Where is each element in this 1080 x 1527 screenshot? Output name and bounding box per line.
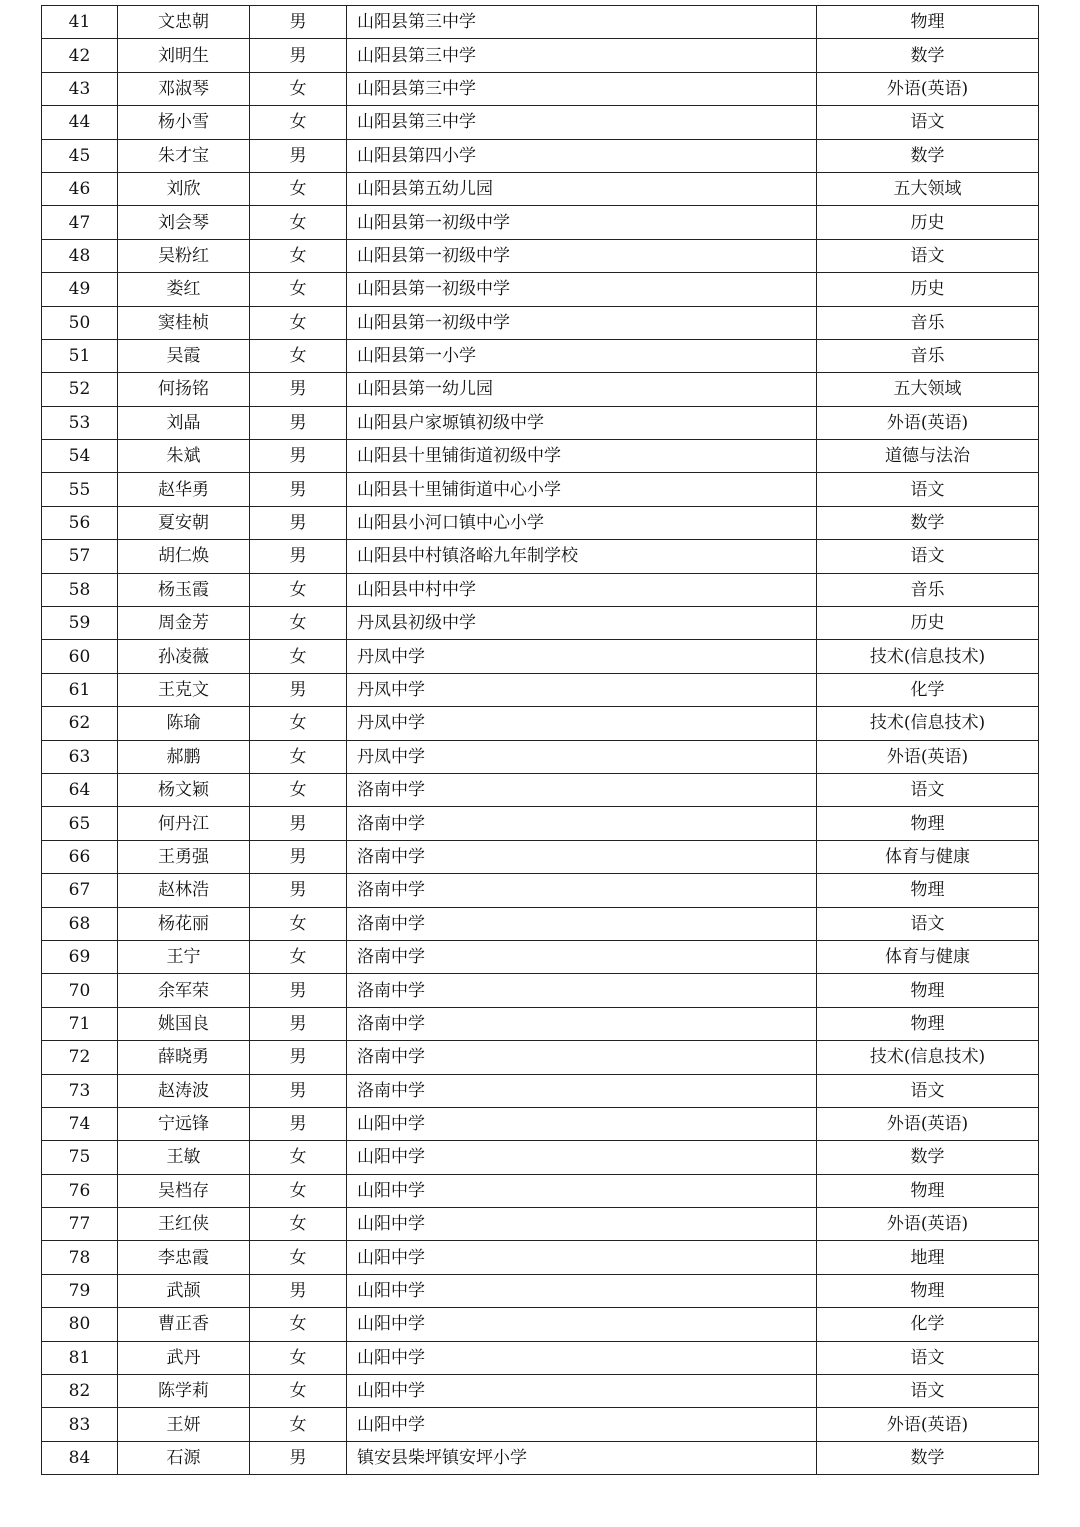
row-number-cell: 84: [42, 1441, 118, 1474]
table-row: [42, 940, 1039, 973]
teacher-name-cell: 曹正香: [118, 1308, 250, 1341]
gender-cell: 女: [250, 1241, 347, 1274]
subject-cell: 外语(英语): [817, 406, 1039, 439]
gender-cell: 女: [250, 172, 347, 205]
gender-cell: 男: [250, 406, 347, 439]
row-number-cell: 73: [42, 1074, 118, 1107]
school-cell: 镇安县柴坪镇安坪小学: [347, 1441, 817, 1474]
subject-cell: 外语(英语): [817, 1107, 1039, 1140]
table-row: [42, 506, 1039, 539]
gender-cell: 女: [250, 1375, 347, 1408]
teacher-name-cell: 武颉: [118, 1274, 250, 1307]
gender-cell: 女: [250, 707, 347, 740]
teacher-name-cell: 王宁: [118, 940, 250, 973]
subject-cell: 语文: [817, 239, 1039, 272]
row-number-cell: 44: [42, 106, 118, 139]
school-cell: 山阳县第三中学: [347, 72, 817, 105]
row-number-cell: 46: [42, 172, 118, 205]
table-row: [42, 172, 1039, 205]
teacher-name-cell: 杨小雪: [118, 106, 250, 139]
teacher-name-cell: 刘会琴: [118, 206, 250, 239]
school-cell: 山阳县第三中学: [347, 39, 817, 72]
school-cell: 山阳县小河口镇中心小学: [347, 506, 817, 539]
row-number-cell: 79: [42, 1274, 118, 1307]
school-cell: 山阳县十里铺街道中心小学: [347, 473, 817, 506]
table-row: [42, 1074, 1039, 1107]
row-number-cell: 43: [42, 72, 118, 105]
school-cell: 山阳中学: [347, 1174, 817, 1207]
subject-cell: 物理: [817, 807, 1039, 840]
teacher-name-cell: 胡仁焕: [118, 540, 250, 573]
table-row: [42, 373, 1039, 406]
gender-cell: 女: [250, 640, 347, 673]
table-row: [42, 974, 1039, 1007]
table-row: [42, 640, 1039, 673]
table-row: [42, 1308, 1039, 1341]
subject-cell: 语文: [817, 1341, 1039, 1374]
row-number-cell: 69: [42, 940, 118, 973]
teacher-name-cell: 赵华勇: [118, 473, 250, 506]
teacher-name-cell: 夏安朝: [118, 506, 250, 539]
table-row: [42, 707, 1039, 740]
table-row: [42, 607, 1039, 640]
gender-cell: 女: [250, 907, 347, 940]
school-cell: 山阳县第三中学: [347, 106, 817, 139]
subject-cell: 体育与健康: [817, 840, 1039, 873]
school-cell: 山阳县第一幼儿园: [347, 373, 817, 406]
row-number-cell: 42: [42, 39, 118, 72]
school-cell: 丹凤中学: [347, 707, 817, 740]
gender-cell: 男: [250, 1074, 347, 1107]
subject-cell: 五大领域: [817, 172, 1039, 205]
school-cell: 洛南中学: [347, 807, 817, 840]
row-number-cell: 75: [42, 1141, 118, 1174]
school-cell: 山阳县中村中学: [347, 573, 817, 606]
teacher-name-cell: 杨文颖: [118, 773, 250, 806]
school-cell: 洛南中学: [347, 974, 817, 1007]
gender-cell: 女: [250, 339, 347, 372]
gender-cell: 女: [250, 1341, 347, 1374]
teacher-name-cell: 孙凌薇: [118, 640, 250, 673]
teacher-name-cell: 武丹: [118, 1341, 250, 1374]
subject-cell: 物理: [817, 6, 1039, 39]
teacher-name-cell: 刘欣: [118, 172, 250, 205]
subject-cell: 音乐: [817, 573, 1039, 606]
school-cell: 山阳县十里铺街道初级中学: [347, 440, 817, 473]
table-row: [42, 1274, 1039, 1307]
row-number-cell: 55: [42, 473, 118, 506]
subject-cell: 语文: [817, 1074, 1039, 1107]
teacher-name-cell: 窦桂桢: [118, 306, 250, 339]
subject-cell: 语文: [817, 106, 1039, 139]
subject-cell: 外语(英语): [817, 1208, 1039, 1241]
table-row: [42, 206, 1039, 239]
school-cell: 洛南中学: [347, 1007, 817, 1040]
subject-cell: 音乐: [817, 306, 1039, 339]
teacher-name-cell: 刘晶: [118, 406, 250, 439]
gender-cell: 男: [250, 139, 347, 172]
subject-cell: 物理: [817, 1174, 1039, 1207]
teacher-name-cell: 陈学莉: [118, 1375, 250, 1408]
gender-cell: 女: [250, 273, 347, 306]
table-row: [42, 807, 1039, 840]
subject-cell: 外语(英语): [817, 72, 1039, 105]
gender-cell: 男: [250, 6, 347, 39]
teacher-name-cell: 朱斌: [118, 440, 250, 473]
row-number-cell: 76: [42, 1174, 118, 1207]
table-row: [42, 139, 1039, 172]
teacher-name-cell: 郝鹏: [118, 740, 250, 773]
gender-cell: 女: [250, 1174, 347, 1207]
school-cell: 山阳县第一初级中学: [347, 306, 817, 339]
row-number-cell: 72: [42, 1041, 118, 1074]
gender-cell: 男: [250, 540, 347, 573]
subject-cell: 物理: [817, 974, 1039, 1007]
gender-cell: 女: [250, 573, 347, 606]
subject-cell: 物理: [817, 1274, 1039, 1307]
subject-cell: 物理: [817, 874, 1039, 907]
subject-cell: 技术(信息技术): [817, 707, 1039, 740]
school-cell: 山阳县第三中学: [347, 6, 817, 39]
teacher-name-cell: 邓淑琴: [118, 72, 250, 105]
school-cell: 洛南中学: [347, 840, 817, 873]
table-row: [42, 339, 1039, 372]
row-number-cell: 82: [42, 1375, 118, 1408]
subject-cell: 语文: [817, 907, 1039, 940]
subject-cell: 技术(信息技术): [817, 1041, 1039, 1074]
row-number-cell: 52: [42, 373, 118, 406]
teacher-name-cell: 吴粉红: [118, 239, 250, 272]
gender-cell: 男: [250, 1041, 347, 1074]
table-row: [42, 673, 1039, 706]
teacher-name-cell: 李忠霞: [118, 1241, 250, 1274]
school-cell: 山阳中学: [347, 1308, 817, 1341]
teacher-name-cell: 杨玉霞: [118, 573, 250, 606]
table-row: [42, 1408, 1039, 1441]
subject-cell: 历史: [817, 206, 1039, 239]
table-row: [42, 1241, 1039, 1274]
table-row: [42, 840, 1039, 873]
teacher-name-cell: 吴霞: [118, 339, 250, 372]
gender-cell: 女: [250, 72, 347, 105]
table-row: [42, 1174, 1039, 1207]
row-number-cell: 60: [42, 640, 118, 673]
teacher-name-cell: 杨花丽: [118, 907, 250, 940]
teacher-name-cell: 石源: [118, 1441, 250, 1474]
school-cell: 丹凤县初级中学: [347, 607, 817, 640]
teacher-name-cell: 王勇强: [118, 840, 250, 873]
school-cell: 洛南中学: [347, 1074, 817, 1107]
gender-cell: 女: [250, 1408, 347, 1441]
row-number-cell: 67: [42, 874, 118, 907]
school-cell: 洛南中学: [347, 940, 817, 973]
teacher-name-cell: 朱才宝: [118, 139, 250, 172]
school-cell: 山阳中学: [347, 1375, 817, 1408]
table-row: [42, 1141, 1039, 1174]
school-cell: 山阳中学: [347, 1408, 817, 1441]
table-row: [42, 106, 1039, 139]
table-row: [42, 1441, 1039, 1474]
table-row: [42, 406, 1039, 439]
gender-cell: 女: [250, 940, 347, 973]
subject-cell: 外语(英语): [817, 740, 1039, 773]
subject-cell: 历史: [817, 273, 1039, 306]
subject-cell: 数学: [817, 1441, 1039, 1474]
gender-cell: 男: [250, 373, 347, 406]
teacher-name-cell: 何扬铭: [118, 373, 250, 406]
table-row: [42, 473, 1039, 506]
subject-cell: 技术(信息技术): [817, 640, 1039, 673]
subject-cell: 数学: [817, 39, 1039, 72]
table-row: [42, 39, 1039, 72]
row-number-cell: 70: [42, 974, 118, 1007]
subject-cell: 语文: [817, 540, 1039, 573]
teacher-name-cell: 文忠朝: [118, 6, 250, 39]
gender-cell: 女: [250, 740, 347, 773]
subject-cell: 道德与法治: [817, 440, 1039, 473]
table-row: [42, 239, 1039, 272]
row-number-cell: 80: [42, 1308, 118, 1341]
table-row: [42, 6, 1039, 39]
gender-cell: 女: [250, 306, 347, 339]
table-row: [42, 573, 1039, 606]
gender-cell: 男: [250, 473, 347, 506]
gender-cell: 男: [250, 1441, 347, 1474]
table-row: [42, 1375, 1039, 1408]
subject-cell: 历史: [817, 607, 1039, 640]
gender-cell: 男: [250, 39, 347, 72]
teacher-roster-table: [41, 5, 1039, 1475]
teacher-name-cell: 周金芳: [118, 607, 250, 640]
teacher-name-cell: 余军荣: [118, 974, 250, 1007]
gender-cell: 女: [250, 1141, 347, 1174]
row-number-cell: 62: [42, 707, 118, 740]
school-cell: 山阳中学: [347, 1341, 817, 1374]
school-cell: 洛南中学: [347, 874, 817, 907]
row-number-cell: 65: [42, 807, 118, 840]
school-cell: 山阳中学: [347, 1107, 817, 1140]
teacher-name-cell: 薛晓勇: [118, 1041, 250, 1074]
gender-cell: 女: [250, 607, 347, 640]
gender-cell: 男: [250, 807, 347, 840]
teacher-name-cell: 吴档存: [118, 1174, 250, 1207]
row-number-cell: 74: [42, 1107, 118, 1140]
teacher-name-cell: 王克文: [118, 673, 250, 706]
gender-cell: 男: [250, 840, 347, 873]
gender-cell: 男: [250, 874, 347, 907]
row-number-cell: 63: [42, 740, 118, 773]
gender-cell: 男: [250, 506, 347, 539]
school-cell: 丹凤中学: [347, 673, 817, 706]
gender-cell: 男: [250, 440, 347, 473]
row-number-cell: 68: [42, 907, 118, 940]
teacher-name-cell: 何丹江: [118, 807, 250, 840]
table-row: [42, 874, 1039, 907]
gender-cell: 女: [250, 206, 347, 239]
table-row: [42, 907, 1039, 940]
school-cell: 山阳县中村镇洛峪九年制学校: [347, 540, 817, 573]
teacher-name-cell: 姚国良: [118, 1007, 250, 1040]
school-cell: 洛南中学: [347, 907, 817, 940]
school-cell: 山阳县第一初级中学: [347, 206, 817, 239]
subject-cell: 化学: [817, 1308, 1039, 1341]
teacher-name-cell: 赵林浩: [118, 874, 250, 907]
gender-cell: 男: [250, 673, 347, 706]
school-cell: 洛南中学: [347, 1041, 817, 1074]
row-number-cell: 77: [42, 1208, 118, 1241]
row-number-cell: 78: [42, 1241, 118, 1274]
row-number-cell: 71: [42, 1007, 118, 1040]
school-cell: 丹凤中学: [347, 740, 817, 773]
teacher-name-cell: 娄红: [118, 273, 250, 306]
teacher-name-cell: 赵涛波: [118, 1074, 250, 1107]
row-number-cell: 64: [42, 773, 118, 806]
row-number-cell: 41: [42, 6, 118, 39]
subject-cell: 五大领域: [817, 373, 1039, 406]
school-cell: 山阳县第五幼儿园: [347, 172, 817, 205]
gender-cell: 男: [250, 1274, 347, 1307]
gender-cell: 女: [250, 239, 347, 272]
gender-cell: 男: [250, 1107, 347, 1140]
subject-cell: 物理: [817, 1007, 1039, 1040]
school-cell: 山阳中学: [347, 1241, 817, 1274]
row-number-cell: 50: [42, 306, 118, 339]
teacher-name-cell: 王敏: [118, 1141, 250, 1174]
table-row: [42, 1341, 1039, 1374]
school-cell: 山阳县第一小学: [347, 339, 817, 372]
table-row: [42, 540, 1039, 573]
row-number-cell: 58: [42, 573, 118, 606]
school-cell: 山阳县第一初级中学: [347, 239, 817, 272]
subject-cell: 语文: [817, 1375, 1039, 1408]
row-number-cell: 57: [42, 540, 118, 573]
row-number-cell: 48: [42, 239, 118, 272]
subject-cell: 体育与健康: [817, 940, 1039, 973]
gender-cell: 女: [250, 1208, 347, 1241]
subject-cell: 地理: [817, 1241, 1039, 1274]
gender-cell: 男: [250, 1007, 347, 1040]
teacher-name-cell: 王红侠: [118, 1208, 250, 1241]
school-cell: 山阳中学: [347, 1274, 817, 1307]
row-number-cell: 47: [42, 206, 118, 239]
teacher-name-cell: 刘明生: [118, 39, 250, 72]
school-cell: 山阳县第四小学: [347, 139, 817, 172]
roster-body: [42, 6, 1039, 1475]
row-number-cell: 81: [42, 1341, 118, 1374]
school-cell: 山阳中学: [347, 1208, 817, 1241]
table-row: [42, 273, 1039, 306]
subject-cell: 数学: [817, 1141, 1039, 1174]
school-cell: 丹凤中学: [347, 640, 817, 673]
row-number-cell: 59: [42, 607, 118, 640]
gender-cell: 男: [250, 974, 347, 1007]
subject-cell: 语文: [817, 773, 1039, 806]
row-number-cell: 45: [42, 139, 118, 172]
gender-cell: 女: [250, 1308, 347, 1341]
table-row: [42, 1007, 1039, 1040]
table-row: [42, 1107, 1039, 1140]
teacher-name-cell: 宁远锋: [118, 1107, 250, 1140]
subject-cell: 化学: [817, 673, 1039, 706]
table-row: [42, 440, 1039, 473]
row-number-cell: 54: [42, 440, 118, 473]
subject-cell: 数学: [817, 139, 1039, 172]
row-number-cell: 49: [42, 273, 118, 306]
table-row: [42, 1208, 1039, 1241]
teacher-name-cell: 陈瑜: [118, 707, 250, 740]
subject-cell: 数学: [817, 506, 1039, 539]
table-row: [42, 72, 1039, 105]
school-cell: 山阳县第一初级中学: [347, 273, 817, 306]
row-number-cell: 53: [42, 406, 118, 439]
subject-cell: 音乐: [817, 339, 1039, 372]
row-number-cell: 61: [42, 673, 118, 706]
gender-cell: 女: [250, 106, 347, 139]
row-number-cell: 56: [42, 506, 118, 539]
table-row: [42, 773, 1039, 806]
teacher-name-cell: 王妍: [118, 1408, 250, 1441]
school-cell: 洛南中学: [347, 773, 817, 806]
row-number-cell: 83: [42, 1408, 118, 1441]
table-row: [42, 1041, 1039, 1074]
table-row: [42, 306, 1039, 339]
table-row: [42, 740, 1039, 773]
row-number-cell: 51: [42, 339, 118, 372]
gender-cell: 女: [250, 773, 347, 806]
school-cell: 山阳中学: [347, 1141, 817, 1174]
school-cell: 山阳县户家塬镇初级中学: [347, 406, 817, 439]
subject-cell: 外语(英语): [817, 1408, 1039, 1441]
subject-cell: 语文: [817, 473, 1039, 506]
row-number-cell: 66: [42, 840, 118, 873]
